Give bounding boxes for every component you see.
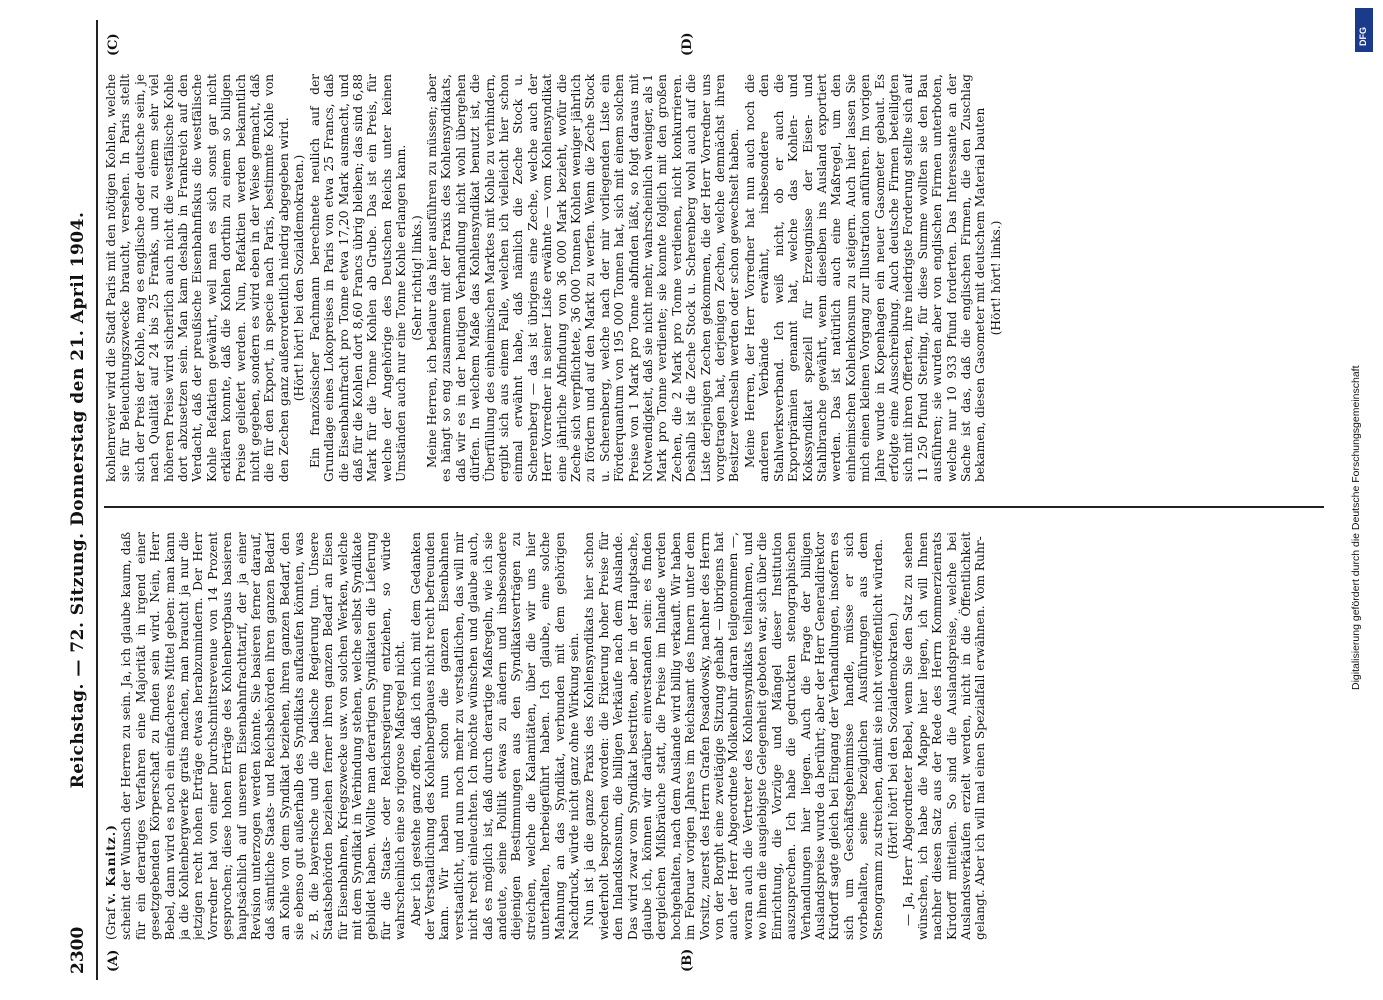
margin-marker-d: (D): [680, 32, 695, 56]
speaker-line: [104, 532, 118, 940]
digitization-note-text: Digitalisierung gefördert durch die Deutsche Forschungsgemeinschaft: [1350, 365, 1362, 690]
paragraph: Aber ich gestehe ganz offen, daß ich mich mit dem Gedanken der Verstaatlichung des Kohlenbergbaues nicht recht befreunden kann. Wir haben nun schon die ganzen Eisenbahnen verstaatlicht, und nun noch mehr zu verstaatlichen, das will mir nicht recht einleuchten. Ich möchte wünschen und glaube auch, daß es möglich ist, daß durch derartige Maßregeln, wie ich sie andeute, seine Politik etwas zu ändern und insbesondere diejenigen Bestimmungen aus den Syndikatsverträgen zu streichen, welche die Kalamitäten, über die wir uns hier unterhalten, herbeigeführt haben. Ich glaube, eine solche Mahnung an das Syndikat, verbunden mit dem gehörigen Nachdruck, würde nicht ganz ohne Wirkung sein.: [408, 532, 581, 940]
interjection: (Hört! hört! bei den Sozialdemokraten.): [885, 612, 900, 860]
interjection: (Hört! hört! bei den Sozialdemokraten.): [292, 154, 307, 402]
paragraph: Meine Herren, der Herr Vorredner hat nun auch noch die anderen Verbände erwähnt, insbesondere den Stahlwerksverband. Ich weiß nicht, ob er auch die Exportprämien genannt hat, welche das Kohlen- und Kokssyndikat speziell für Erzeugnisse der Eisen- und Stahlbranche gewährt, wenn dieselben ins Ausland exportiert werden. Das ist natürlich auch eine Maßregel, um den einheimischen Kohlenkonsum zu steigern. Auch hier lassen Sie mich einen kleinen Vorgang zur Illustration anführen. Im vorigen Jahre wurde in Kopenhagen ein neuer Gasometer gebaut. Es erfolgte eine Ausschreibung. Auch deutsche Firmen beteiligten sich mit ihren Offerten, ihre niedrigste Forderung stellte sich auf 11 250 Pfund Sterling, für diese Summe wollten sie den Bau ausführen; sie wurden aber von englischen Firmen unterboten, welche nur 10 933 Pfund forderten. Das Interessante an der Sache ist das, daß die englischen Firmen, die den Zuschlag bekamen, diesen Gasometer mit deutschem Material bauten: [742, 74, 988, 482]
page-number: 2300: [68, 926, 88, 974]
margin-marker-a: (A): [106, 949, 121, 972]
left-column: [104, 532, 1144, 940]
page-header: [60, 20, 98, 980]
interjection: (Hört! hört! links.): [988, 220, 1003, 336]
speaker-name: v. Kanitz.): [104, 824, 118, 905]
paragraph: Meine Herren, ich bedaure das hier ausführen zu müssen; aber es hängt so eng zusammen mit der Praxis des Kohlensyndikats, daß wir es in der heutigen Verhandlung nicht wohl übergehen dürfen. In welchem Maße das Kohlensyndikat benutzt ist, die Überfüllung des einheimischen Marktes mit Kohle zu verhindern, ergibt sich aus einem Falle, welchen ich vielleicht hier schon einmal erwähnt habe, daß nämlich die Zeche Stock u. Scherenberg — das ist übrigens eine Zeche, welche auch der Herr Vorredner in seiner Liste erwähnte — vom Kohlensyndikat eine jährliche Abfindung von 36 000 Mark bezieht, wofür die Zeche sich verpflichtete, 36 000 Tonnen Kohlen weniger jährlich zu fördern und auf den Markt zu werfen. Wenn die Zeche Stock u. Scherenberg, welche nach der mir vorliegenden Liste ein Förderquantum von 195 000 Tonnen hat, sich mit einem solchen Preise von 1 Mark pro Tonne abfinden läßt, so folgt daraus mit Notwendigkeit, daß sie nicht mehr, wahrscheinlich weniger, als 1 Mark pro Tonne verdiente; sie konnte folglich mit den großen Zechen, die 2 Mark pro Tonne verdienen, nicht konkurrieren. Deshalb ist die Zeche Stock u. Scherenberg wohl auch auf die Liste derjenigen Zechen gekommen, die der Herr Vorredner uns vorgetragen hat, derjenigen Zechen, welche demnächst ihren Besitzer wechseln werden oder schon gewechselt haben.: [424, 74, 742, 482]
paragraph: Ein französischer Fachmann berechnete neulich auf der Grundlage eines Lokopreises in Paris von etwa 25 Francs, daß die Eisenbahnfracht pro Tonne etwa 17,20 Mark ausmacht, und daß für die Kohlen dort 8,60 Francs übrig bleiben; das sind 6,88 Mark für die Tonne Kohlen ab Grube. Das ist ein Preis, für welche der Angehörige des Deutschen Reichs unter keinen Umständen auch nur eine Tonne Kohle erlangen kann.: [307, 74, 409, 482]
margin-marker-b: (B): [680, 948, 695, 972]
dfg-logo: DFG: [1355, 8, 1373, 52]
right-column: [104, 74, 1284, 482]
page-title: Reichstag. — 72. Sitzung. Donnerstag den 21. April 1904.: [68, 211, 88, 789]
paragraph: Nun ist ja die ganze Praxis des Kohlensyndikats hier schon wiederholt besprochen worden: die Fixierung hoher Preise für den Inlandskonsum, die billigen Verkäufe nach dem Auslande. Das wird zwar vom Syndikat bestritten, aber in der Hauptsache, glaube ich, können wir darüber einverstanden sein: es finden dergleichen Mißbräuche statt, die Preise im Inlande werden hochgehalten, nach dem Auslande wird billig verkauft. Wir haben im Februar vorigen Jahres im Reichsamt des Innern unter dem Vorsitz, zuerst des Herrn Grafen Posadowsky, nachher des Herrn von der Borght eine zweitägige Sitzung gehabt — übrigens hat auch der Herr Abgeordnete Molkenbuhr daran teilgenommen —, woran auch die Vertreter des Kohlensyndikats teilnahmen, und wo ihnen die ausgiebigste Gelegenheit geboten war, sich über die Einrichtung, die Vorzüge und Mängel dieser Institution auszusprechen. Ich habe die gedruckten stenographischen Verhandlungen hier liegen. Auch die Frage der billigen Auslandspreise wurde da berührt; aber der Herr Generaldirektor Kirdorff sagte gleich bei Eingang der Verhandlungen, insofern es sich um Geschäftsgeheimnisse handle, müsse er sich vorbehalten, seine bezüglichen Ausführungen aus dem Stenogramm zu streichen, damit sie nicht veröffentlicht würden.: [582, 532, 885, 940]
speaker-prefix: (Graf: [104, 907, 118, 940]
paragraph: — Ja, Herr Abgeordneter Bebel, wenn Sie den Satz zu sehen wünschen, ich habe die Mappe hier liegen, ich will Ihnen nachher diesen Satz aus der Rede des Herrn Kommerzienrats Kirdorff mitteilen. So sind die Auslandspreise, welche bei Auslandsverkäufen erzielt werden, nicht in die Öffentlichkeit gelangt. Aber ich will mal einen Spezialfall erwähnen. Vom Ruhr-: [901, 532, 988, 940]
digitization-note: [1350, 130, 1372, 690]
column-divider: [104, 506, 1324, 508]
paragraph: scheint der Wunsch der Herren zu sein. Ja, ich glaube kaum, daß für ein derartiges Verfahren eine Majorität in irgend einer gesetzgebenden Körperschaft zu finden sein wird. Nein, Herr Bebel, dann wird es noch ein einfacheres Mittel geben: man kann ja die Kohlenbergwerke gratis machen, man braucht ja nur die jetzigen recht hohen Erträge etwas herabzumindern. Der Herr Vorredner hat von einer Durchschnittsrevenue von 14 Prozent gesprochen; diese hohen Erträge des Kohlenbergbaus basieren hauptsächlich auf unserem Eisenbahnfrachttarif, der ja einer Revision unterzogen werden könnte. Sie basieren ferner darauf, daß sämtliche Staats- und Reichsbehörden ihren ganzen Bedarf an Kohle von dem Syndikat beziehen, ihren ganzen Bedarf, den sie ebenso gut außerhalb des Syndikats aufkaufen könnten, was z. B. die bayerische und die badische Regierung tun. Unsere Staatsbehörden beziehen ferner ihren ganzen Bedarf an Eisen für Eisenbahnen, Kriegszwecke usw. von solchen Werken, welche mit dem Syndikat in Verbindung stehen, welche selbst Syndikate gebildet haben. Wollte man derartigen Syndikaten die Lieferung für die Staats- oder Reichsregierung entziehen, so würde wahrscheinlich eine so rigorose Maßregel nicht.: [119, 532, 408, 940]
interjection: (Sehr richtig! links.): [409, 215, 424, 341]
paragraph: kohlenrevier wird die Stadt Paris mit den nötigen Kohlen, welche sie für Beleuchtungszwecke braucht, versehen. In Paris stellt sich der Preis der Kohle, mag es englische oder deutsche sein, je nach Qualität auf 24 bis 25 Franks, und zu einem sehr viel höheren Preise wird sicherlich auch nicht die westfälische Kohle dort abzusetzen sein. Man kam deshalb in Frankreich auf den Verdacht, daß der preußische Eisenbahnfiskus die westfälische Kohle Refaktien gewährt, weil man es sich sonst gar nicht erklären konnte, daß die Kohlen dorthin zu einem so billigen Preise geliefert werden. Nun, Refaktien werden bekanntlich nicht gegeben, sondern es wird eben in der Weise gemacht, daß die für den Export, in specie nach Paris, bestimmte Kohle von den Zechen ganz außerordentlich niedrig abgegeben wird.: [104, 74, 291, 482]
rotated-page-content: [60, 20, 1350, 980]
margin-marker-c: (C): [106, 33, 121, 56]
